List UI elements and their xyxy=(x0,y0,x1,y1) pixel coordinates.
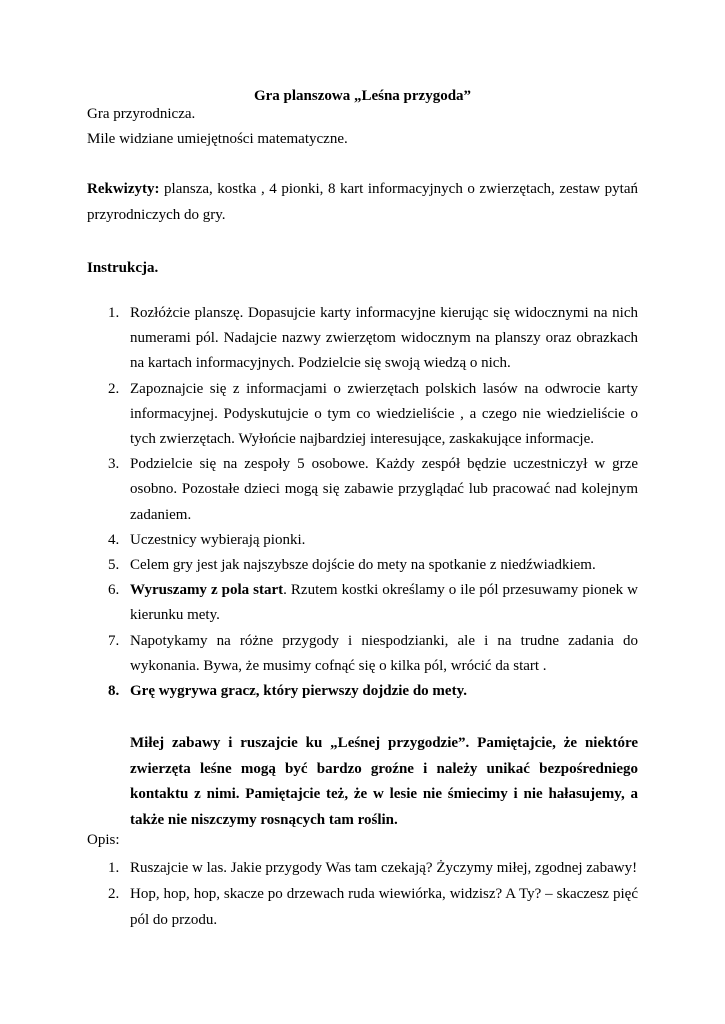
item-text: Uczestnicy wybierają pionki. xyxy=(130,531,306,548)
closing-paragraph: Miłej zabawy i ruszajcie ku „Leśnej przygodzie”. Pamiętajcie, że niektóre zwierzęta leśne mogą być bardzo groźne i należy unikać bezpośredniego kontaktu z nimi. Pamiętajcie też, że w lesie nie śmiecimy i nie hałasujemy, a także nie niszczymy rosnących tam roślin. xyxy=(130,735,638,828)
props-paragraph xyxy=(87,176,638,228)
item-number: 4. xyxy=(108,531,120,548)
item-text: Hop, hop, hop, skacze po drzewach ruda wiewiórka, widzisz? A Ty? – skaczesz pięć pól do przodu. xyxy=(130,886,638,928)
item-bold-text: Grę wygrywa gracz, który pierwszy dojdzie do mety. xyxy=(130,683,468,700)
props-text: plansza, kostka , 4 pionki, 8 kart informacyjnych o zwierzętach, zestaw pytań przyrodniczych do gry. xyxy=(87,181,638,223)
item-text: . Rzutem kostki określamy o ile pól przesuwamy pionek w kierunku mety. xyxy=(130,582,639,624)
list-item xyxy=(87,679,638,704)
item-text: Zapoznajcie się z informacjami o zwierzętach polskich lasów na odwrocie karty informacyjnej. Podyskutujcie o tym co wiedzieliście , a czego nie wiedzieliście o tych zwierzętach. Wyłońcie najbardziej interesujące, zaskakujące informacje. xyxy=(130,380,638,448)
item-number: 2. xyxy=(108,380,120,397)
list-item xyxy=(87,578,638,628)
subtitle-skills: Mile widziane umiejętności matematyczne. xyxy=(87,131,348,147)
list-item xyxy=(87,553,638,578)
list-item xyxy=(87,377,638,453)
list-item xyxy=(87,629,638,679)
item-number: 6. xyxy=(108,582,120,599)
props-label: Rekwizyty: xyxy=(87,181,160,197)
item-number: 1. xyxy=(108,305,120,321)
item-bold-text: Wyruszamy z pola start xyxy=(130,582,284,599)
description-heading: Opis: xyxy=(87,832,120,848)
item-number: 7. xyxy=(108,632,120,649)
subtitle-game-type: Gra przyrodnicza. xyxy=(87,106,196,122)
list-item xyxy=(87,881,638,933)
list-item xyxy=(87,452,638,528)
item-text: Celem gry jest jak najszybsze dojście do mety na spotkanie z niedźwiadkiem. xyxy=(130,557,596,574)
item-number: 3. xyxy=(108,456,120,473)
item-number: 1. xyxy=(108,860,120,876)
item-number: 5. xyxy=(108,557,120,574)
instructions-heading: Instrukcja. xyxy=(87,260,159,276)
instructions-list xyxy=(87,301,638,704)
list-item xyxy=(87,301,638,377)
item-number: 8. xyxy=(108,683,120,700)
list-item xyxy=(87,528,638,553)
document-title: Gra planszowa „Leśna przygoda” xyxy=(253,88,472,104)
item-text: Podzielcie się na zespoły 5 osobowe. Każdy zespół będzie uczestniczył w grze osobno. Pozostałe dzieci mogą się zabawie przyglądać lub pracować nad kolejnym zadaniem. xyxy=(130,456,638,523)
item-text: Rozłóżcie planszę. Dopasujcie karty informacyjne kierując się widocznymi na nich numerami pól. Nadajcie nazwy zwierzętom widocznym na planszy oraz obrazkach na kartach informacyjnych. Podzielcie się swoją wiedzą o nich. xyxy=(130,305,638,372)
item-number: 2. xyxy=(108,886,120,902)
item-text: Ruszajcie w las. Jakie przygody Was tam czekają? Życzymy miłej, zgodnej zabawy! xyxy=(130,860,638,876)
description-list xyxy=(87,855,638,933)
list-item xyxy=(87,855,638,881)
item-text: Napotykamy na różne przygody i niespodzianki, ale i na trudne zadania do wykonania. Bywa, że musimy cofnąć się o kilka pól, wrócić da start . xyxy=(130,632,638,674)
